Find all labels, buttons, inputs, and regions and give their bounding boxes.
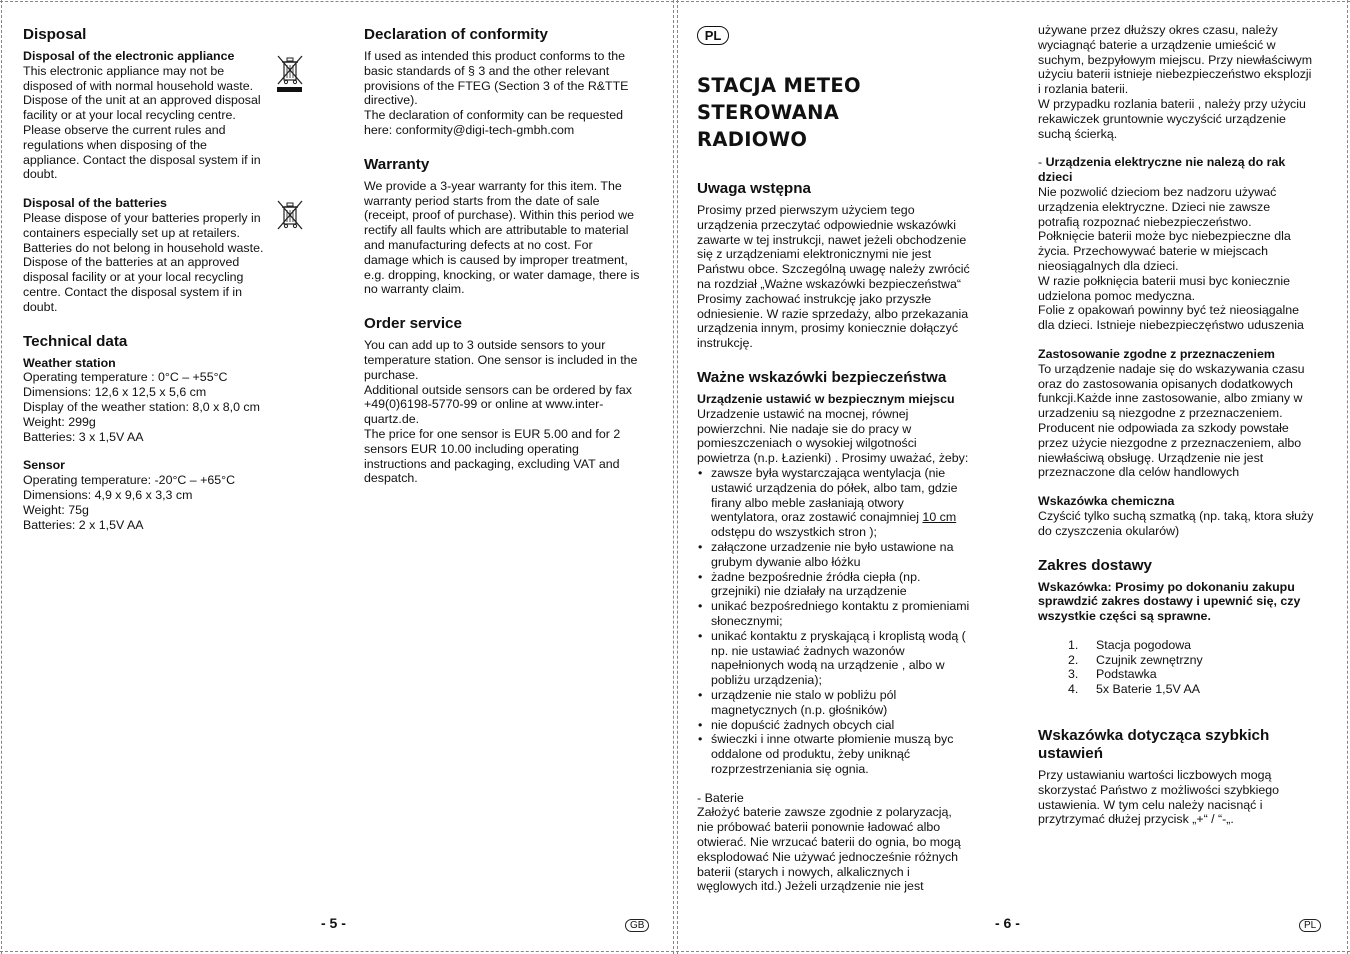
- text-line: Przy ustawianiu wartości liczbowych mogą: [1038, 768, 1272, 783]
- battery-disposal-text: [23, 211, 283, 315]
- list-item: [711, 570, 997, 600]
- spec-line: Batteries: 2 x 1,5V AA: [23, 517, 144, 532]
- placement-text: [697, 407, 997, 466]
- sensor-heading: Sensor: [23, 458, 66, 473]
- list-item: [711, 599, 997, 629]
- item-text: Podstawka: [1096, 667, 1157, 682]
- crossed-bin-icon: [275, 52, 305, 98]
- spec-line: Weight: 299g: [23, 414, 96, 429]
- spec-line: Operating temperature : 0°C – +55°C: [23, 370, 228, 385]
- text-line: Czyścić tylko suchą szmatką (np. taką, ktora służy: [1038, 508, 1314, 523]
- text-line: Please observe the current rules and: [23, 122, 226, 137]
- page-number: - 5 -: [321, 915, 346, 931]
- battery-disposal-heading: Disposal of the batteries: [23, 196, 167, 211]
- text-line: facility or at your local recycling centre.: [23, 108, 236, 123]
- text-line: • unikać kontaktu z pryskającą i kroplistą wodą (: [711, 628, 966, 643]
- text-line: Please dispose of your batteries properly in: [23, 210, 261, 225]
- delivery-scope-heading: Zakres dostawy: [1038, 556, 1152, 574]
- text-line: warranty period starts from the date of sale: [364, 193, 600, 208]
- text-line: urządzenia przeczytać odpowiednie wskazówki: [697, 217, 956, 232]
- list-item: [711, 466, 997, 540]
- weather-station-heading: Weather station: [23, 355, 116, 370]
- text-line: przeznaczone dla celów handlowych: [1038, 465, 1240, 480]
- text-line: grzejniki) nie działały na urządzenie: [711, 584, 907, 599]
- dash: -: [1038, 155, 1046, 170]
- delivery-scope-note: [1038, 580, 1338, 624]
- text-line: rozprzestrzeniania się ognia.: [711, 761, 869, 776]
- language-badge-pl-footer: [1299, 917, 1321, 932]
- text-line: pomieszczeniach o wysokiej wilgotności: [697, 436, 917, 451]
- left-column-1: [23, 26, 283, 532]
- page-5: [0, 0, 673, 954]
- text-line: Batteries do not belong in household waste.: [23, 240, 264, 255]
- right-column-1: [697, 72, 997, 894]
- quick-settings-heading-2: ustawień: [1038, 745, 1103, 763]
- text-line: oddalone od produktu, żeby uniknąć: [711, 747, 911, 762]
- text-line: We provide a 3-year warranty for this item. The: [364, 178, 622, 193]
- document-title: [697, 72, 997, 153]
- text-line: baterii (starych i nowych, alkalicznych i: [697, 864, 910, 879]
- declaration-text: [364, 49, 654, 138]
- item-number: 1.: [1068, 637, 1079, 652]
- right-column-2: [1038, 23, 1338, 827]
- badge-text: GB: [625, 919, 649, 932]
- text-line: powierzchni. Nie nadaje sie do pracy w: [697, 421, 912, 436]
- text-line: oraz do zastosowania opisanych dodatkowych: [1038, 376, 1293, 391]
- children-heading-2: dzieci: [1038, 170, 1073, 185]
- text-line: zawarte w tej instrukcji, nawet jeżeli obchodzenie: [697, 232, 967, 247]
- text-line: przez użycie niezgodne z przeznaczeniem, albo: [1038, 435, 1302, 450]
- text-line: damage which is caused by improper treatment,: [364, 252, 628, 267]
- text-line: do czyszczenia okularów): [1038, 523, 1180, 538]
- text-line: Dispose of the unit at an approved disposal: [23, 93, 261, 108]
- spec-line: Weight: 75g: [23, 502, 89, 517]
- spec-line: Operating temperature: -20°C – +65°C: [23, 473, 236, 488]
- text-span: wentylatora, oraz zostawić conajmniej: [711, 510, 923, 525]
- text-line: skorzystać Państwo z możliwości szybkiego: [1038, 782, 1280, 797]
- text-line: Państwu obce. Szczególną uwagę należy zwrócić: [697, 262, 970, 277]
- text-line: rekawiczek gruntownie wyczyścić urządzenie: [1038, 111, 1286, 126]
- item-text: 5x Baterie 1,5V AA: [1096, 682, 1201, 697]
- text-line: doubt.: [23, 299, 58, 314]
- page-number: - 6 -: [995, 915, 1020, 931]
- text-line: Additional outside sensors can be ordered by fax: [364, 382, 632, 397]
- text-line: To urządzenie nadaje się do wskazywania czasu: [1038, 361, 1305, 376]
- text-line: udzielona pomoc medyczna.: [1038, 288, 1196, 303]
- spec-line: Dimensions: 12,6 x 12,5 x 5,6 cm: [23, 385, 207, 400]
- text-line: • załączone urzadzenie nie było ustawione na: [711, 539, 954, 554]
- list-item: [711, 688, 997, 718]
- underlined-distance: 10 cm: [922, 510, 957, 525]
- text-line: You can add up to 3 outside sensors to your: [364, 338, 606, 353]
- text-line: firany albo meble zasłaniają otwory: [711, 495, 904, 510]
- list-item: [711, 732, 997, 776]
- text-line: Prosimy przed pierwszym użyciem tego: [697, 203, 915, 217]
- safety-list: [697, 466, 997, 777]
- sensor-specs: [23, 473, 283, 532]
- text-line: • żadne bezpośrednie źródła ciepła (np.: [711, 569, 921, 584]
- text-line: rectify all faults which are attributable to material: [364, 223, 629, 238]
- text-line: regulations when disposing of the: [23, 137, 207, 152]
- spec-line: Batteries: 3 x 1,5V AA: [23, 429, 144, 444]
- text-line: ustawienia. W tym celu należy nacisnąć i: [1038, 797, 1263, 812]
- safety-heading: Ważne wskazówki bezpieczeństwa: [697, 368, 947, 386]
- text-line: basic standards of § 3 and the other relevant: [364, 63, 610, 78]
- quick-settings-heading: Wskazówka dotycząca szybkich: [1038, 727, 1270, 745]
- list-item: [711, 540, 997, 570]
- disposal-heading: Disposal: [23, 26, 87, 43]
- text-line: • nie dopuścić żadnych obcych cial: [711, 717, 895, 732]
- chemical-note-heading: Wskazówka chemiczna: [1038, 494, 1175, 509]
- text-line: no warranty claim.: [364, 282, 465, 297]
- text-line: If used as intended this product conforms to the: [364, 49, 626, 63]
- crossed-bin-icon: [275, 199, 305, 235]
- text-line: containers especially set up at retailers.: [23, 225, 240, 240]
- language-badge-pl: PL: [697, 26, 729, 45]
- text-line: napełnionych wodą na urządzenie , albo w: [711, 658, 945, 673]
- text-line: [711, 510, 997, 525]
- text-line: nie próbować baterii ponownie ładować albo: [697, 820, 941, 835]
- text-line: grubym dywanie albo łóżku: [711, 554, 861, 569]
- language-badge-gb: [625, 917, 649, 932]
- text-line: Folie z opakowań powinny być też nieosiągalne: [1038, 303, 1300, 318]
- text-line: potrafią rozpoznać niebezpieczeństwo.: [1038, 214, 1252, 229]
- list-item: [711, 718, 997, 733]
- text-line: urządzenia elektryczne. Dzieci nie zawsze: [1038, 199, 1271, 214]
- batteries-text: [697, 805, 997, 894]
- list-item: [1068, 667, 1338, 682]
- text-line: Założyć baterie zawsze zgodnie z polaryzacją,: [697, 805, 952, 820]
- text-line: (receipt, proof of purchase). Within this period we: [364, 208, 634, 223]
- intended-use-text: [1038, 362, 1338, 480]
- text-line: The declaration of conformity can be requested: [364, 108, 623, 123]
- warranty-text: [364, 179, 654, 297]
- text-line: sprawdzić zakres dostawy i upewnić się, czy: [1038, 594, 1301, 609]
- text-line: and manufacturing defects at no cost. For: [364, 237, 593, 252]
- heading-line: Urządzenia elektryczne nie nalezą do rak: [1045, 155, 1286, 170]
- text-line: otwierać. Nie wrzucać baterii do ognia, bo mogą: [697, 835, 961, 850]
- weather-station-specs: [23, 370, 283, 444]
- text-line: np. nie ustawiać żadnych wazonów: [711, 643, 905, 658]
- text-line: +49(0)6198-5770-99 or online at www.inter-: [364, 397, 604, 412]
- text-line: odstępu do wszystkich stron );: [711, 525, 877, 540]
- text-line: przytrzymać dłużej przycisk „+“ / “-„.: [1038, 812, 1234, 827]
- order-service-heading: Order service: [364, 315, 462, 333]
- text-line: temperature station. One sensor is included in the: [364, 352, 638, 367]
- text-line: i rozlania baterii.: [1038, 82, 1129, 97]
- text-line: dla dzieci. Istnieje niebezpieczęństwo uduszenia: [1038, 318, 1304, 333]
- text-line: provisions of the FTEG (Section 3 of the R&TTE: [364, 78, 629, 93]
- text-line: nieosiągalnych dla dzieci.: [1038, 258, 1179, 273]
- quick-settings-text: [1038, 768, 1338, 827]
- chemical-note-text: [1038, 509, 1338, 539]
- text-line: appliance. Contact the disposal system if in: [23, 152, 261, 167]
- text-line: Nie pozwolić dzieciom bez nadzoru używać: [1038, 184, 1277, 199]
- item-text: Czujnik zewnętrzny: [1096, 652, 1203, 667]
- text-line: disposal facility or at your local recycling: [23, 270, 244, 285]
- text-line: funkcji.Każde inne zastosowanie, albo zmiany w: [1038, 391, 1303, 406]
- text-line: Producent nie odpowiada za szkody powstałe: [1038, 420, 1289, 435]
- text-line: Prosimy zachować instrukcję jako przyszłe: [697, 291, 932, 306]
- batteries-continued-text: [1038, 23, 1338, 141]
- text-line: This electronic appliance may not be: [23, 63, 225, 78]
- children-heading: [1038, 155, 1338, 170]
- text-line: doubt.: [23, 167, 58, 182]
- text-line: The price for one sensor is EUR 5.00 and for 2: [364, 426, 621, 441]
- elec-disposal-heading: Disposal of the electronic appliance: [23, 49, 235, 63]
- declaration-heading: Declaration of conformity: [364, 26, 548, 43]
- page-divider: [673, 0, 674, 954]
- page-6: [677, 0, 1350, 954]
- list-item: [1068, 637, 1338, 653]
- text-line: wszystkie części są sprawne.: [1038, 609, 1211, 624]
- text-line: magnetycznych (n.p. głośników): [711, 702, 888, 717]
- text-line: węglowych itd.) Jeżeli urządzenie nie jest: [697, 879, 924, 894]
- title-line: STEROWANA: [697, 101, 840, 124]
- title-line: RADIOWO: [697, 128, 808, 151]
- intended-use-heading: Zastosowanie zgodne z przeznaczeniem: [1038, 346, 1275, 361]
- text-line: pobliżu urządzenia);: [711, 673, 822, 688]
- list-item: [1068, 682, 1338, 697]
- order-service-text: [364, 338, 654, 486]
- text-line: Połknięcie baterii może byc niebezpieczne dla: [1038, 229, 1291, 244]
- text-line: życia. Przechowywać baterie w miejscach: [1038, 244, 1268, 259]
- list-item: [1068, 652, 1338, 668]
- text-line: urządzenia innym, prosimy koniecznie dołączyć: [697, 321, 959, 336]
- text-line: W razie połknięcia baterii musi byc koniecznie: [1038, 273, 1291, 288]
- text-line: suchym, bezpyłowym miejscu. Przy niewłaściwym: [1038, 52, 1313, 67]
- text-line: instructions and packaging, excluding VAT and: [364, 456, 620, 471]
- text-line: Dispose of the batteries at an approved: [23, 255, 240, 270]
- left-column-2: [364, 26, 654, 486]
- text-line: ustawić urządzenia do półek, albo tam, gdzie: [711, 480, 958, 495]
- spec-line: Display of the weather station: 8,0 x 8,0 cm: [23, 399, 260, 414]
- batteries-heading: - Baterie: [697, 790, 744, 805]
- text-line: powietrza (n.p. Łazienki) . Prosimy uważać, żeby:: [697, 451, 969, 466]
- text-line: urzadzeniu są niezgodne z przeznaczeniem.: [1038, 406, 1283, 421]
- title-line: STACJA METEO: [697, 74, 861, 97]
- text-line: Urzadzenie ustawić na mocnej, równej: [697, 406, 909, 421]
- text-line: suchą ścierką.: [1038, 126, 1118, 141]
- technical-data-heading: Technical data: [23, 332, 128, 350]
- spec-line: Dimensions: 4,9 x 9,6 x 3,3 cm: [23, 487, 193, 502]
- text-line: centre. Contact the disposal system if in: [23, 284, 243, 299]
- intro-heading: Uwaga wstępna: [697, 180, 811, 197]
- text-line: e.g. dropping, knocking, or water damage, there is: [364, 267, 640, 282]
- text-line: używane przez dłuższy okres czasu, należy: [1038, 23, 1278, 37]
- item-text: Stacja pogodowa: [1096, 637, 1192, 652]
- warranty-heading: Warranty: [364, 155, 430, 173]
- text-line: sensors EUR 10.00 including operating: [364, 441, 579, 456]
- text-line: • urządzenie nie stalo w pobliżu pól: [711, 687, 897, 702]
- item-number: 4.: [1068, 682, 1079, 697]
- text-line: directive).: [364, 93, 418, 108]
- elec-disposal-text: [23, 64, 283, 182]
- text-line: quartz.de.: [364, 412, 420, 427]
- text-line: na rozdział „Ważne wskazówki bezpieczeństwa“: [697, 276, 961, 291]
- text-line: despatch.: [364, 471, 418, 486]
- text-line: • unikać bezpośredniego kontaktu z promieniami: [711, 599, 970, 614]
- text-line: • świeczki i inne otwarte płomienie muszą byc: [711, 732, 954, 747]
- text-line: disposed of with normal household waste.: [23, 78, 254, 93]
- text-line: Wskazówka: Prosimy po dokonaniu zakupu: [1038, 579, 1295, 594]
- badge-text: PL: [1299, 919, 1321, 932]
- list-item: [711, 629, 997, 688]
- children-text: [1038, 185, 1338, 333]
- text-line: here: conformity@digi-tech-gmbh.com: [364, 122, 575, 137]
- placement-heading: Urządzenie ustawić w bezpiecznym miejscu: [697, 391, 955, 406]
- item-number: 2.: [1068, 652, 1079, 667]
- text-line: słonecznymi;: [711, 613, 783, 628]
- item-number: 3.: [1068, 667, 1079, 682]
- text-line: odniesienie. W razie sprzedaży, albo przekazania: [697, 306, 969, 321]
- text-line: instrukcję.: [697, 336, 753, 351]
- intro-text: [697, 203, 997, 351]
- text-line: W przypadku rozlania baterii , należy przy użyciu: [1038, 96, 1306, 111]
- text-line: niewłaściwą obsługę. Urządzenie nie jest: [1038, 450, 1264, 465]
- text-line: użyciu baterii istnieje niebezpieczeństwo eksplozji: [1038, 67, 1312, 82]
- text-line: eksplodować Nie używać jednocześnie różnych: [697, 849, 959, 864]
- text-line: się z urządzeniami elektronicznymi nie jest: [697, 247, 932, 262]
- delivery-scope-list: [1038, 638, 1338, 697]
- text-line: purchase.: [364, 367, 419, 382]
- text-line: wyciagnąć baterie a urządzenie umieścić w: [1038, 37, 1276, 52]
- text-line: • zawsze była wystarczająca wentylacja (nie: [711, 465, 946, 480]
